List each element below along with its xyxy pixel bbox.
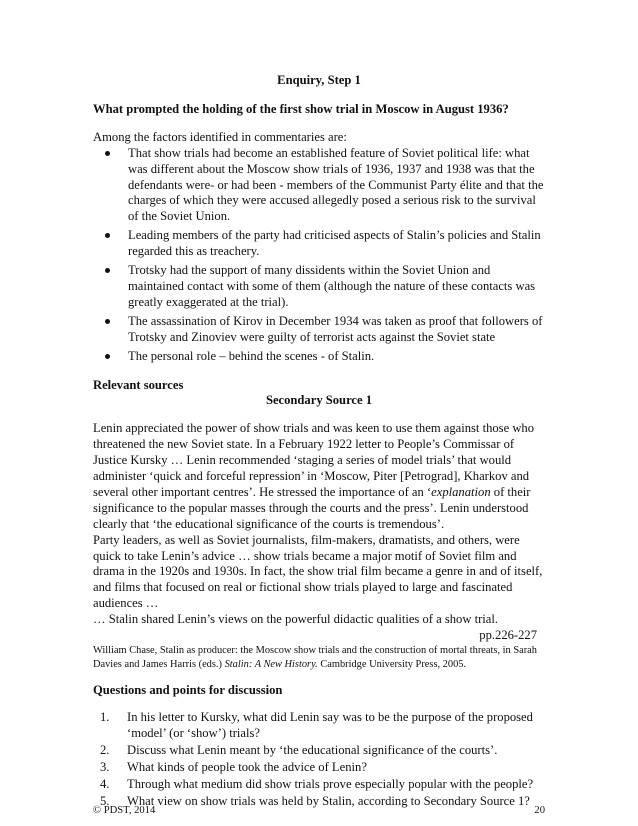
page-number: 20 [534,805,545,816]
factor-item: Trotsky had the support of many dissidents within the Soviet Union and maintained contact with some of them (although the nature of these contacts was greatly exaggerated at the trial). [128,263,545,311]
factors-list [93,146,545,365]
bullet-icon [105,354,110,359]
bullet-icon [105,233,110,238]
questions-heading: Questions and points for discussion [93,683,283,698]
question-item: 4. Through what medium did show trials prove especially popular with the people? [100,776,534,791]
bullet-icon [105,151,110,156]
copyright-notice: © PDST, 2014 [93,805,156,816]
questions-list [93,710,545,809]
page-footer [93,803,545,819]
factors-intro: Among the factors identified in commentaries are: [93,129,347,144]
question-item: 5. What view on show trials was held by Stalin, according to Secondary Source 1? [100,793,530,808]
source-paragraph: … Stalin shared Lenin’s views on the powerful didactic qualities of a show trial. [93,612,499,627]
enquiry-question: What prompted the holding of the first show trial in Moscow in August 1936? [93,101,509,116]
bullet-icon [105,268,110,273]
page-title: Enquiry, Step 1 [277,73,361,87]
source-paragraph: Party leaders, as well as Soviet journalists, film-makers, dramatists, and others, were quick to take Lenin’s advice … show trials became a major motif of Soviet film and drama in the 1920s and 1930s. In fact, the show trial film became a genre in and of itself, and films that focused on real or fictional show trials played to large and fascinated audiences … [93,532,543,611]
source-paragraph: Lenin appreciated the power of show trials and was keen to use them against those who threatened the new Soviet state. In a February 1922 letter to People’s Commissar of Justice Kursky … Lenin recommended ‘staging a series of model trials’ that would administer ‘quick and forceful repression’ in ‘Moscow, Piter [Petrograd], Kharkov and several other important centres’. He stressed the importance of an ‘explanation of their significance to the popular masses through the courts and the press’. Lenin understood clearly that ‘the educational significance of the courts is tremendous’. [93,421,535,531]
source-text [93,421,545,671]
document-page [93,73,545,811]
factor-item: The personal role – behind the scenes - of Stalin. [128,349,545,365]
factor-item: Leading members of the party had criticised aspects of Stalin’s policies and Stalin regarded this as treachery. [128,228,545,260]
page-reference: pp.226-227 [479,628,537,643]
bullet-icon [105,319,110,324]
factor-item: That show trials had become an established feature of Soviet political life: what was different about the Moscow show trials of 1936, 1937 and 1938 was that the defendants were- or had been - members of the Communist Party élite and that the charges of which they were accused allegedly posed a serious risk to the survival of the Soviet Union. [128,146,545,226]
question-item: 2. Discuss what Lenin meant by ‘the educational significance of the courts’. [100,742,498,757]
question-item: 3. What kinds of people took the advice of Lenin? [100,759,367,774]
source-title: Secondary Source 1 [265,393,373,408]
source-citation: William Chase, Stalin as producer: the Moscow show trials and the construction of mortal threats, in Sarah Davies and James Harris (eds.) Stalin: A New History. Cambridge University Press, 2005. [93,645,537,670]
factor-item: The assassination of Kirov in December 1934 was taken as proof that followers of Trotsky and Zinoviev were guilty of terrorist acts against the Soviet state [128,314,545,346]
sources-heading: Relevant sources [93,377,184,392]
question-item: 1. In his letter to Kursky, what did Lenin say was to be the purpose of the proposed ‘model’ (or ‘show’) trials? [100,710,533,740]
